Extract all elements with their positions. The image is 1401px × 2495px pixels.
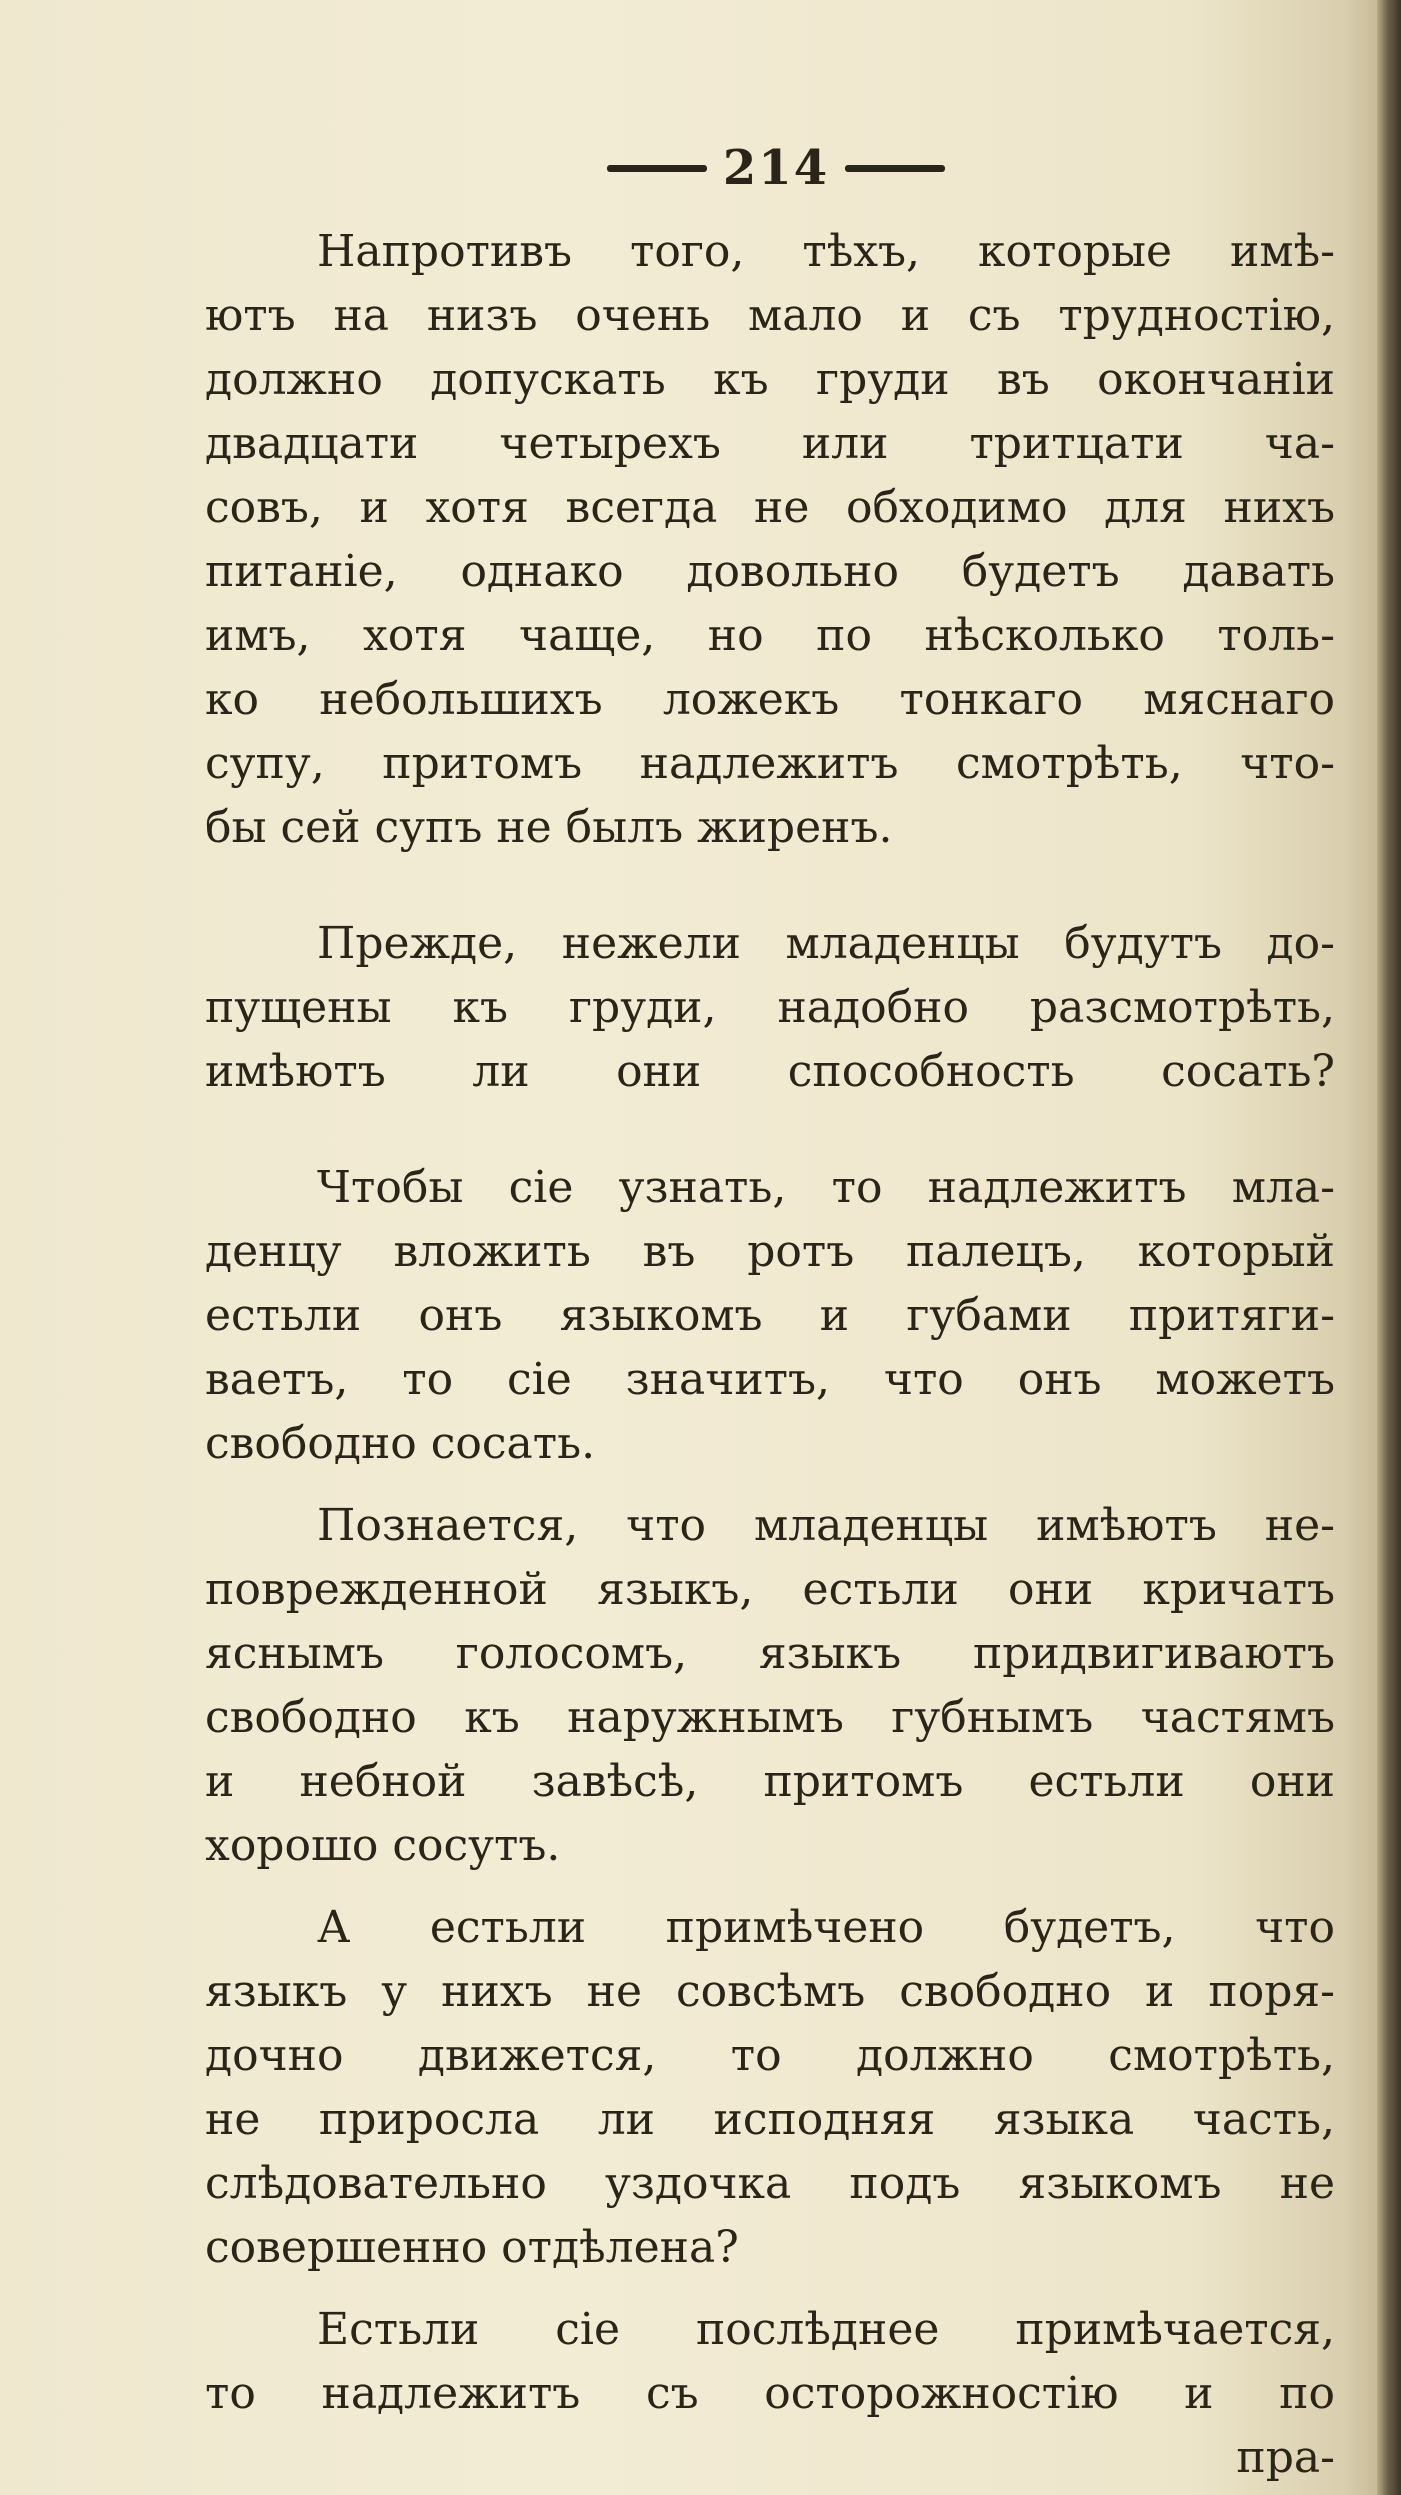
- text-line: супу, притомъ надлежитъ смотрѣть, что-: [205, 738, 1335, 789]
- text-line: ваетъ, то сіе значитъ, что онъ можетъ: [205, 1354, 1335, 1405]
- text-line: Чтобы сіе узнать, то надлежитъ мла-: [317, 1162, 1335, 1213]
- text-line: денцу вложить въ ротъ палецъ, который: [205, 1226, 1335, 1277]
- text-line: совершенно отдѣлена?: [205, 2222, 739, 2273]
- text-line: Напротивъ того, тѣхъ, которые имѣ-: [317, 226, 1335, 277]
- text-line: то надлежитъ съ осторожностію и по: [205, 2368, 1335, 2419]
- text-line: двадцати четырехъ или тритцати ча-: [205, 418, 1335, 469]
- text-line: А естьли примѣчено будетъ, что: [317, 1902, 1335, 1953]
- paragraph-gap: [205, 1476, 1335, 1494]
- text-line: Естьли сіе послѣднее примѣчается,: [317, 2304, 1335, 2355]
- text-line: естьли онъ языкомъ и губами притяги-: [205, 1290, 1335, 1341]
- text-line: свободно къ наружнымъ губнымъ частямъ: [205, 1692, 1335, 1743]
- body-text: [205, 220, 1335, 2490]
- paragraph-1: [205, 220, 1335, 860]
- header-rule-left: [607, 165, 707, 172]
- text-line: совъ, и хотя всегда не обходимо для нихъ: [205, 482, 1335, 533]
- paragraph-5: [205, 1896, 1335, 2280]
- paragraph-gap: [205, 2280, 1335, 2298]
- text-line: языкъ у нихъ не совсѣмъ свободно и поря-: [205, 1966, 1335, 2017]
- text-line: должно допускать къ груди въ окончаніи: [205, 354, 1335, 405]
- text-line: и небной завѣсѣ, притомъ естьли они: [205, 1756, 1335, 1807]
- text-line: пущены къ груди, надобно разсмотрѣть,: [205, 982, 1335, 1033]
- text-line: ко небольшихъ ложекъ тонкаго мяснаго: [205, 674, 1335, 725]
- text-line: слѣдовательно уздочка подъ языкомъ не: [205, 2158, 1335, 2209]
- text-line: ютъ на низъ очень мало и съ трудностію,: [205, 290, 1335, 341]
- paragraph-6: [205, 2298, 1335, 2426]
- paragraph-gap: [205, 1104, 1335, 1156]
- text-line: свободно сосать.: [205, 1418, 596, 1469]
- text-line: Познается, что младенцы имѣютъ не-: [317, 1500, 1335, 1551]
- text-line: не приросла ли исподняя языка часть,: [205, 2094, 1335, 2145]
- catchword: пра-: [1236, 2432, 1335, 2483]
- paragraph-2: [205, 912, 1335, 1104]
- paragraph-gap: [205, 1878, 1335, 1896]
- paragraph-4: [205, 1494, 1335, 1878]
- text-line: яснымъ голосомъ, языкъ придвигиваютъ: [205, 1628, 1335, 1679]
- text-line: бы сей супъ не былъ жиренъ.: [205, 802, 893, 853]
- page-edge: [1377, 0, 1401, 2495]
- text-line: поврежденной языкъ, естьли они кричатъ: [205, 1564, 1335, 1615]
- text-line: Прежде, нежели младенцы будутъ до-: [317, 918, 1335, 969]
- page-header: [596, 138, 956, 198]
- paragraph-3: [205, 1156, 1335, 1476]
- text-line: хорошо сосутъ.: [205, 1820, 561, 1871]
- text-line: имъ, хотя чаще, но по нѣсколько толь-: [205, 610, 1335, 661]
- page-number: 214: [722, 140, 830, 196]
- paragraph-gap: [205, 860, 1335, 912]
- text-line: питаніе, однако довольно будетъ давать: [205, 546, 1335, 597]
- text-line: имѣютъ ли они способность сосать?: [205, 1046, 1335, 1097]
- text-line: дочно движется, то должно смотрѣть,: [205, 2030, 1335, 2081]
- header-rule-right: [845, 165, 945, 172]
